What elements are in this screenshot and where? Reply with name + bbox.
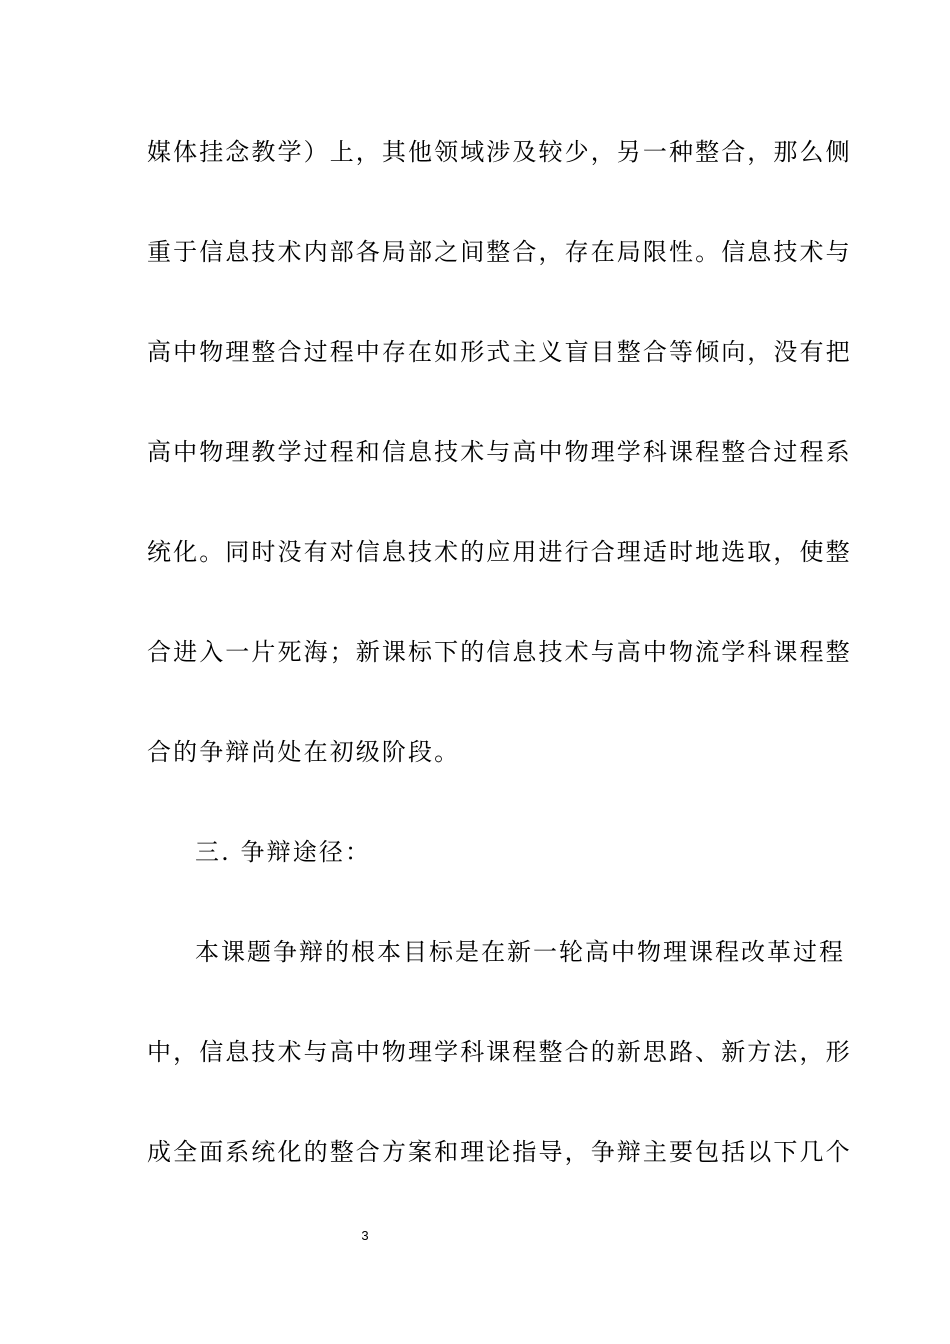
body-text-line: 媒体挂念教学）上，其他领域涉及较少，另一种整合，那么侧 xyxy=(147,138,852,166)
body-text-line: 高中物理整合过程中存在如形式主义盲目整合等倾向，没有把 xyxy=(147,338,852,366)
body-text-line: 中，信息技术与高中物理学科课程整合的新思路、新方法，形 xyxy=(147,1038,852,1066)
page-number: 3 xyxy=(361,1228,369,1243)
body-text-line: 统化。同时没有对信息技术的应用进行合理适时地选取，使整 xyxy=(147,538,852,566)
section-heading: 三. 争辩途径： xyxy=(195,838,372,866)
body-text-line: 成全面系统化的整合方案和理论指导，争辩主要包括以下几个 xyxy=(147,1138,852,1166)
body-text-line: 合的争辩尚处在初级阶段。 xyxy=(147,738,461,766)
body-text-line: 合进入一片死海；新课标下的信息技术与高中物流学科课程整 xyxy=(147,638,852,666)
body-text-line: 高中物理教学过程和信息技术与高中物理学科课程整合过程系 xyxy=(147,438,852,466)
body-text-line: 本课题争辩的根本目标是在新一轮高中物理课程改革过程 xyxy=(195,938,845,966)
body-text-line: 重于信息技术内部各局部之间整合，存在局限性。信息技术与 xyxy=(147,238,852,266)
